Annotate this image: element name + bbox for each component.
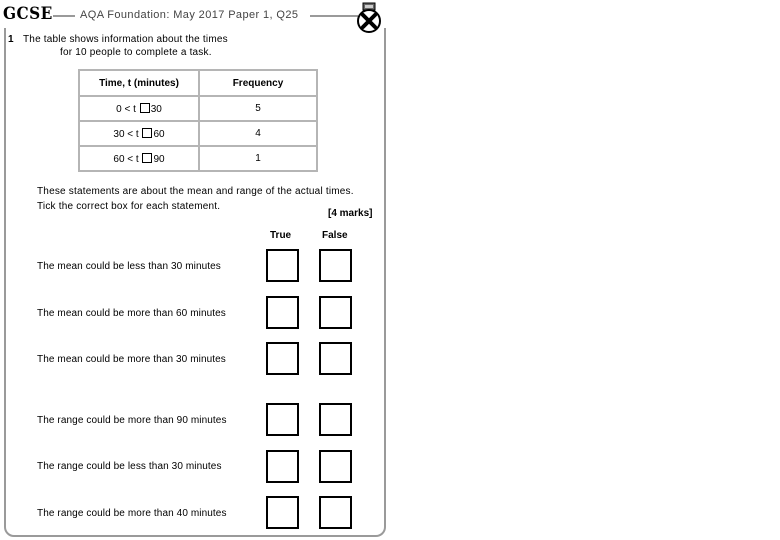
statement-label: The mean could be less than 30 minutes [37,261,221,272]
true-checkbox[interactable] [266,403,299,436]
table-header-frequency: Frequency [199,70,317,96]
true-checkbox[interactable] [266,450,299,483]
false-checkbox[interactable] [319,342,352,375]
instruction-line2: Tick the correct box for each statement. [37,201,221,212]
table-cell-frequency: 5 [199,96,317,121]
instruction-line1: These statements are about the mean and range of the actual times. [37,186,354,197]
header-rule-left [53,15,75,17]
statement-label: The mean could be more than 30 minutes [37,354,226,365]
statement-label: The mean could be more than 60 minutes [37,308,226,319]
false-checkbox[interactable] [319,403,352,436]
time-lower: 60 < t [113,153,139,165]
false-checkbox[interactable] [319,296,352,329]
paper-title: AQA Foundation: May 2017 Paper 1, Q25 [80,9,299,21]
close-badge-icon[interactable] [355,2,383,34]
table-cell-frequency: 4 [199,121,317,146]
statement-label: The range could be less than 30 minutes [37,461,222,472]
table-row [79,146,317,171]
true-checkbox[interactable] [266,249,299,282]
missing-symbol-icon [142,153,152,163]
table-cell-time [79,96,199,121]
true-checkbox[interactable] [266,342,299,375]
question-intro-line1: The table shows information about the times [23,34,228,45]
false-checkbox[interactable] [319,450,352,483]
table-cell-time [79,121,199,146]
missing-symbol-icon [140,103,150,113]
frequency-table [78,69,318,172]
time-lower: 0 < t [116,103,136,115]
time-lower: 30 < t [113,128,139,140]
header-rule-right [310,15,358,17]
marks-label: [4 marks] [328,208,373,219]
false-checkbox[interactable] [319,249,352,282]
missing-symbol-icon [142,128,152,138]
table-cell-time [79,146,199,171]
true-checkbox[interactable] [266,496,299,529]
time-upper: 30 [150,103,162,115]
false-column-header: False [322,230,348,241]
question-intro-line2: for 10 people to complete a task. [60,47,212,58]
gcse-logo: GCSE [3,4,53,24]
time-upper: 60 [153,128,165,140]
table-row [79,96,317,121]
table-cell-frequency: 1 [199,146,317,171]
false-checkbox[interactable] [319,496,352,529]
table-row [79,121,317,146]
time-upper: 90 [153,153,165,165]
true-checkbox[interactable] [266,296,299,329]
true-column-header: True [270,230,292,241]
statement-label: The range could be more than 90 minutes [37,415,227,426]
table-header-row [79,70,317,96]
table-header-time: Time, t (minutes) [79,70,199,96]
question-number: 1 [8,34,14,45]
statement-label: The range could be more than 40 minutes [37,508,227,519]
